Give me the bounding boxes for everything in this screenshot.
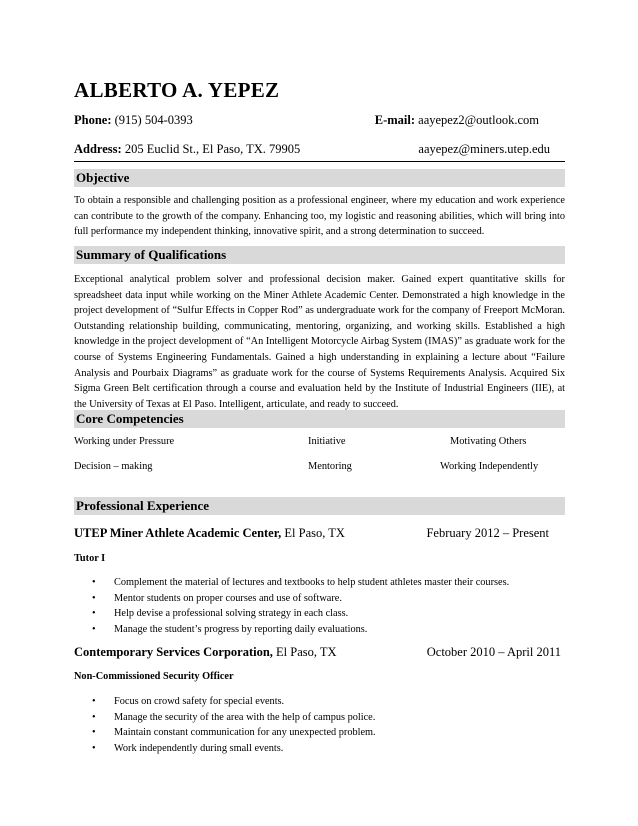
section-competencies-heading: Core Competencies xyxy=(74,410,565,428)
competency-item: Initiative xyxy=(308,436,346,447)
job-header xyxy=(74,645,565,660)
address-label: Address: xyxy=(74,142,122,156)
list-item: • Manage the security of the area with the help of campus police. xyxy=(74,710,376,726)
job-location: El Paso, TX xyxy=(284,526,345,540)
section-objective-heading: Objective xyxy=(74,169,565,187)
objective-text: To obtain a responsible and challenging position as a professional engineer, where my education and work experience can contribute to the growth of the company. Enhancing too, my logistic and reasoning abilities, which will bring into full performance my independent thinking, innovative spirit, and a strong determination to succeed. xyxy=(74,195,565,238)
job-header xyxy=(74,526,565,541)
summary-text: Exceptional analytical problem solver and professional decision maker. Gained expert quantitative skills for spreadsheet data input while working on the Miner Athlete Academic Center. Demonstrated a high knowledge in the project development of “Sulfur Effects in Copper Rod” as undergraduate work for the company of Freeport McMoran. Outstanding relationship building, communicating, mentoring, organizing, and working skills. Established a high knowledge in the project development of “An Intelligent Motorcycle Airbag System (IMAS)” as graduate work for the course of Systems Engineering Fundamentals. Gained a high understanding in explaining a lecture about “Failure Analysis and Pourbaix Diagrams” as graduate work for the course of Systems Requirements Analysis. Acquired Six Sigma Green Belt certification through a course and evaluation held by the Institute of Industrial Engineers (IIE), at the University of Texas at El Paso. Intelligent, articulate, and ready to succeed. xyxy=(74,274,565,410)
job-duties-list xyxy=(74,575,509,637)
applicant-name: ALBERTO A. YEPEZ xyxy=(74,78,280,102)
section-experience-heading: Professional Experience xyxy=(74,497,565,515)
job-dates: October 2010 – April 2011 xyxy=(426,645,561,659)
phone-line xyxy=(74,113,565,128)
section-summary-heading: Summary of Qualifications xyxy=(74,246,565,264)
job-duties-list xyxy=(74,694,376,756)
email-line xyxy=(375,113,539,128)
address-value: 205 Euclid St., El Paso, TX. 79905 xyxy=(124,142,301,156)
email-label: E-mail: xyxy=(374,113,416,127)
list-item: • Focus on crowd safety for special events. xyxy=(74,694,376,710)
header-divider xyxy=(74,161,565,162)
job-organization: UTEP Miner Athlete Academic Center, xyxy=(74,526,282,540)
list-item: • Manage the student’s progress by reporting daily evaluations. xyxy=(74,622,509,638)
list-item: • Mentor students on proper courses and use of software. xyxy=(74,591,509,607)
secondary-email: aayepez@miners.utep.edu xyxy=(418,142,550,156)
competency-item: Decision – making xyxy=(74,461,153,472)
competency-item: Working under Pressure xyxy=(74,436,175,447)
phone-number: (915) 504-0393 xyxy=(114,113,193,127)
phone-label: Phone: xyxy=(74,113,112,127)
competency-item: Mentoring xyxy=(308,461,352,472)
email-address: aayepez2@outlook.com xyxy=(418,113,539,127)
competency-item: Motivating Others xyxy=(450,436,527,447)
job-role: Non-Commissioned Security Officer xyxy=(74,671,234,682)
job-location: El Paso, TX xyxy=(276,645,337,659)
competency-item: Working Independently xyxy=(440,461,539,472)
job-dates: February 2012 – Present xyxy=(426,526,549,540)
job-organization: Contemporary Services Corporation, xyxy=(74,645,273,659)
list-item: • Maintain constant communication for any unexpected problem. xyxy=(74,725,376,741)
list-item: • Help devise a professional solving strategy in each class. xyxy=(74,606,509,622)
list-item: • Complement the material of lectures and textbooks to help student athletes master their courses. xyxy=(74,575,509,591)
job-role: Tutor I xyxy=(74,553,106,564)
list-item: • Work independently during small events. xyxy=(74,741,376,757)
address-line xyxy=(74,142,565,157)
